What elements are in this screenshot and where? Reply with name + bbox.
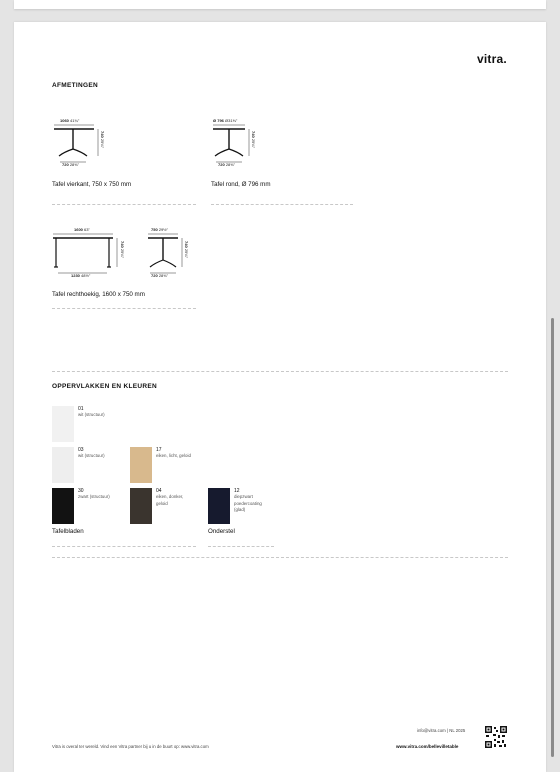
round-table-sketch (211, 118, 271, 178)
qr-code-icon (485, 726, 507, 748)
divider (52, 308, 196, 309)
divider (52, 204, 196, 205)
surfaces-heading: OPPERVLAKKEN EN KLEUREN (52, 383, 158, 390)
dim-base-label: 720 28⅜" (62, 162, 80, 167)
divider (211, 204, 353, 205)
rect-table-side-drawing (146, 227, 196, 283)
square-table-drawing (52, 118, 112, 178)
footer-note: Vitra is overal ter wereld. Vind een Vitra partner bij u in de buurt op: www.vitra.com (52, 744, 209, 749)
swatch-label: 04 eiken, donker, geloid (156, 488, 184, 506)
swatch-label: 30 zwart (structuur) (78, 488, 110, 499)
vitra-logo: vitra. (477, 52, 507, 66)
color-swatch-03 (52, 447, 74, 483)
dim-base-label: 720 28⅜" (218, 162, 236, 167)
section-divider (52, 371, 508, 372)
dim-base-label: 720 28⅜" (151, 273, 169, 278)
dim-top-label: 1060 41¾" (60, 118, 80, 123)
document-page (14, 22, 546, 772)
dim-top-label: 1600 63" (74, 227, 90, 232)
square-table-caption: Tafel vierkant, 750 x 750 mm (52, 181, 132, 188)
section-divider (52, 557, 508, 558)
footer-contact: info@vitra.com | NL 2025 (417, 728, 466, 733)
dim-height-label: 740 29⅛" (184, 241, 189, 259)
dimensions-heading: AFMETINGEN (52, 82, 98, 89)
dim-height-label: 740 29⅛" (120, 241, 125, 259)
swatch-label: 01 wit (structuur) (78, 406, 105, 417)
dim-top-label: 750 29½" (151, 227, 169, 232)
divider (208, 546, 274, 547)
divider (52, 546, 196, 547)
tabletops-caption: Tafelbladen (52, 528, 84, 535)
color-swatch-30 (52, 488, 74, 524)
dim-top-label: Ø 796 Ø31⅜" (213, 118, 238, 123)
footer-url-link[interactable]: www.vitra.com/bellevilletable (396, 744, 459, 749)
round-table-caption: Tafel rond, Ø 796 mm (211, 181, 271, 188)
rect-table-front-drawing (52, 227, 132, 283)
dim-height-label: 740 29⅛" (251, 131, 256, 149)
color-swatch-12 (208, 488, 230, 524)
color-swatch-01 (52, 406, 74, 442)
dim-base-label: 1230 48½" (71, 273, 91, 278)
previous-page-edge (14, 0, 546, 9)
rect-table-caption: Tafel rechthoekig, 1600 x 750 mm (52, 291, 145, 298)
swatch-label: 17 eiken, licht, geloid (156, 447, 191, 458)
swatch-label: 12 diepzwart poedercoating (glad) (234, 488, 262, 512)
dim-height-label: 740 29⅛" (100, 131, 105, 149)
scrollbar-thumb[interactable] (551, 318, 554, 757)
color-swatch-04 (130, 488, 152, 524)
swatch-label: 03 wit (structuur) (78, 447, 105, 458)
color-swatch-17 (130, 447, 152, 483)
base-caption: Onderstel (208, 528, 235, 535)
round-table-drawing (211, 118, 271, 178)
